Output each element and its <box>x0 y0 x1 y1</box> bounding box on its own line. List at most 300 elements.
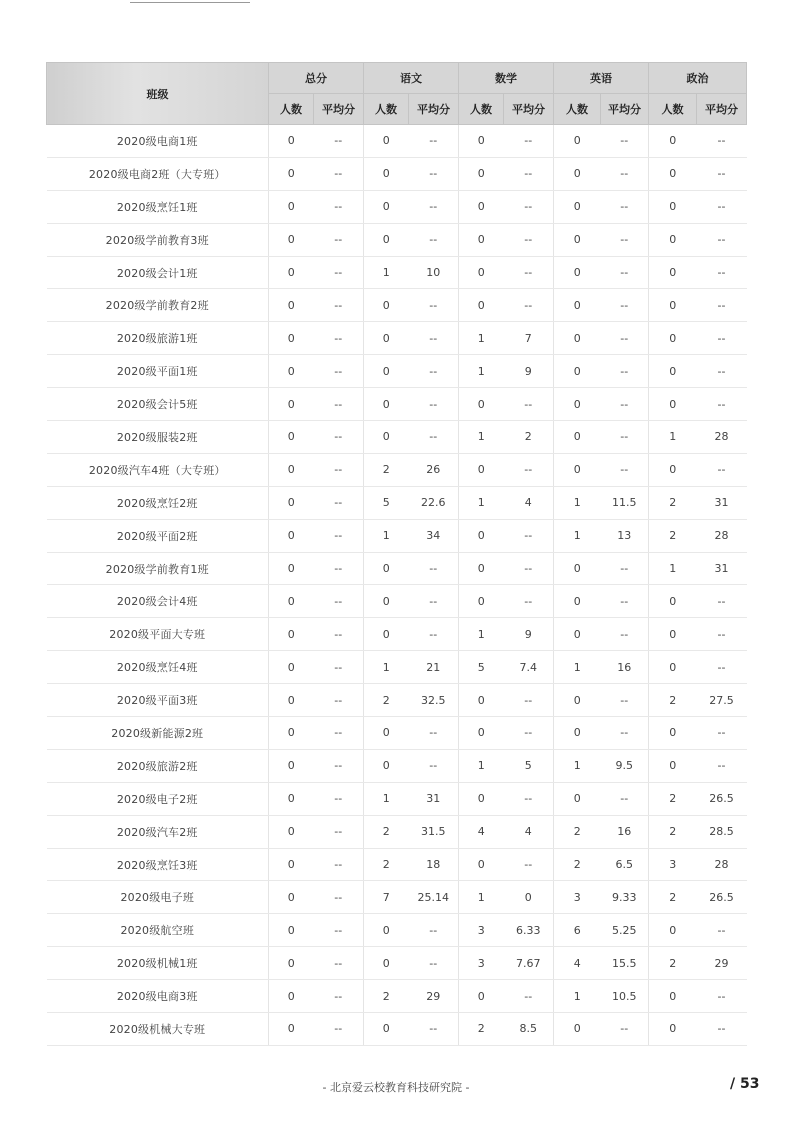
count-cell: 0 <box>364 223 409 256</box>
table-row <box>47 552 747 585</box>
average-cell: -- <box>409 1013 459 1046</box>
average-cell: 25.14 <box>409 881 459 914</box>
count-cell: 1 <box>459 421 504 454</box>
average-cell: 15.5 <box>601 947 649 980</box>
header-subject-math: 数学 <box>459 63 554 94</box>
average-cell: -- <box>697 322 747 355</box>
count-cell: 7 <box>364 881 409 914</box>
average-cell: 16 <box>601 815 649 848</box>
count-cell: 1 <box>554 749 601 782</box>
count-cell: 2 <box>649 881 697 914</box>
average-cell: -- <box>314 552 364 585</box>
count-cell: 0 <box>269 815 314 848</box>
average-cell: -- <box>409 125 459 158</box>
count-cell: 0 <box>269 388 314 421</box>
count-cell: 3 <box>554 881 601 914</box>
average-cell: -- <box>601 453 649 486</box>
count-cell: 0 <box>269 881 314 914</box>
count-cell: 0 <box>554 223 601 256</box>
table-row <box>47 125 747 158</box>
average-cell: -- <box>409 289 459 322</box>
table-row <box>47 749 747 782</box>
count-cell: 0 <box>269 848 314 881</box>
count-cell: 0 <box>554 421 601 454</box>
count-cell: 0 <box>459 684 504 717</box>
header-count: 人数 <box>459 94 504 125</box>
average-cell: 31.5 <box>409 815 459 848</box>
count-cell: 0 <box>269 125 314 158</box>
average-cell: -- <box>409 552 459 585</box>
average-cell: 5 <box>504 749 554 782</box>
class-name-cell: 2020级汽车4班（大专班） <box>47 453 269 486</box>
count-cell: 0 <box>269 453 314 486</box>
count-cell: 2 <box>364 453 409 486</box>
average-cell: -- <box>601 256 649 289</box>
count-cell: 0 <box>269 717 314 750</box>
class-name-cell: 2020级会计5班 <box>47 388 269 421</box>
average-cell: 18 <box>409 848 459 881</box>
count-cell: 0 <box>364 289 409 322</box>
header-subject-total: 总分 <box>269 63 364 94</box>
header-subject-politics: 政治 <box>649 63 747 94</box>
class-name-cell: 2020级学前教育2班 <box>47 289 269 322</box>
class-name-cell: 2020级电商1班 <box>47 125 269 158</box>
average-cell: -- <box>601 717 649 750</box>
average-cell: -- <box>601 322 649 355</box>
average-cell: 31 <box>697 552 747 585</box>
average-cell: -- <box>504 782 554 815</box>
count-cell: 0 <box>459 125 504 158</box>
average-cell: -- <box>409 355 459 388</box>
average-cell: -- <box>504 190 554 223</box>
count-cell: 2 <box>459 1013 504 1046</box>
count-cell: 2 <box>649 684 697 717</box>
table-row <box>47 651 747 684</box>
count-cell: 0 <box>554 552 601 585</box>
table-row <box>47 289 747 322</box>
count-cell: 5 <box>364 486 409 519</box>
table-row <box>47 914 747 947</box>
average-cell: 10 <box>409 256 459 289</box>
average-cell: -- <box>314 980 364 1013</box>
table-row <box>47 980 747 1013</box>
count-cell: 1 <box>554 486 601 519</box>
count-cell: 0 <box>554 125 601 158</box>
count-cell: 1 <box>554 519 601 552</box>
count-cell: 0 <box>269 651 314 684</box>
class-name-cell: 2020级服装2班 <box>47 421 269 454</box>
top-rule <box>130 2 250 3</box>
class-name-cell: 2020级电商2班（大专班） <box>47 157 269 190</box>
average-cell: -- <box>314 684 364 717</box>
count-cell: 0 <box>649 157 697 190</box>
count-cell: 0 <box>459 453 504 486</box>
class-name-cell: 2020级电子2班 <box>47 782 269 815</box>
average-cell: -- <box>314 651 364 684</box>
count-cell: 0 <box>269 782 314 815</box>
count-cell: 0 <box>364 421 409 454</box>
table-row <box>47 486 747 519</box>
count-cell: 2 <box>364 684 409 717</box>
count-cell: 2 <box>649 519 697 552</box>
average-cell: -- <box>504 684 554 717</box>
average-cell: 7.4 <box>504 651 554 684</box>
table-row <box>47 684 747 717</box>
count-cell: 0 <box>554 190 601 223</box>
count-cell: 0 <box>554 157 601 190</box>
table-row <box>47 519 747 552</box>
average-cell: -- <box>409 421 459 454</box>
count-cell: 0 <box>649 618 697 651</box>
table-row <box>47 256 747 289</box>
average-cell: 6.5 <box>601 848 649 881</box>
count-cell: 0 <box>364 157 409 190</box>
class-name-cell: 2020级平面大专班 <box>47 618 269 651</box>
average-cell: -- <box>314 717 364 750</box>
average-cell: -- <box>409 914 459 947</box>
table-row <box>47 223 747 256</box>
average-cell: -- <box>697 1013 747 1046</box>
average-cell: -- <box>314 256 364 289</box>
average-cell: 27.5 <box>697 684 747 717</box>
average-cell: -- <box>504 388 554 421</box>
average-cell: -- <box>314 749 364 782</box>
average-cell: -- <box>504 125 554 158</box>
average-cell: -- <box>601 1013 649 1046</box>
average-cell: -- <box>314 289 364 322</box>
count-cell: 0 <box>649 223 697 256</box>
count-cell: 0 <box>364 717 409 750</box>
average-cell: 26.5 <box>697 782 747 815</box>
count-cell: 1 <box>364 519 409 552</box>
table-row <box>47 157 747 190</box>
count-cell: 0 <box>554 585 601 618</box>
average-cell: 22.6 <box>409 486 459 519</box>
class-name-cell: 2020级烹饪2班 <box>47 486 269 519</box>
average-cell: 8.5 <box>504 1013 554 1046</box>
average-cell: -- <box>409 190 459 223</box>
average-cell: -- <box>409 388 459 421</box>
count-cell: 0 <box>364 914 409 947</box>
average-cell: -- <box>314 453 364 486</box>
average-cell: 31 <box>409 782 459 815</box>
table-row <box>47 190 747 223</box>
average-cell: -- <box>504 980 554 1013</box>
class-name-cell: 2020级会计4班 <box>47 585 269 618</box>
average-cell: -- <box>314 157 364 190</box>
count-cell: 0 <box>649 453 697 486</box>
count-cell: 0 <box>364 388 409 421</box>
count-cell: 3 <box>649 848 697 881</box>
count-cell: 1 <box>364 782 409 815</box>
average-cell: -- <box>409 157 459 190</box>
average-cell: -- <box>601 223 649 256</box>
average-cell: -- <box>314 519 364 552</box>
count-cell: 0 <box>649 190 697 223</box>
average-cell: -- <box>314 223 364 256</box>
count-cell: 2 <box>364 848 409 881</box>
average-cell: -- <box>601 289 649 322</box>
count-cell: 0 <box>269 256 314 289</box>
average-cell: -- <box>314 782 364 815</box>
average-cell: -- <box>697 651 747 684</box>
table-row <box>47 848 747 881</box>
count-cell: 0 <box>459 157 504 190</box>
count-cell: 0 <box>364 1013 409 1046</box>
class-name-cell: 2020级电子班 <box>47 881 269 914</box>
header-average: 平均分 <box>314 94 364 125</box>
count-cell: 0 <box>364 190 409 223</box>
average-cell: -- <box>314 881 364 914</box>
class-name-cell: 2020级旅游2班 <box>47 749 269 782</box>
header-average: 平均分 <box>697 94 747 125</box>
average-cell: -- <box>697 749 747 782</box>
average-cell: -- <box>697 157 747 190</box>
class-name-cell: 2020级汽车2班 <box>47 815 269 848</box>
average-cell: 7.67 <box>504 947 554 980</box>
count-cell: 4 <box>459 815 504 848</box>
average-cell: -- <box>697 125 747 158</box>
class-name-cell: 2020级新能源2班 <box>47 717 269 750</box>
table-row <box>47 618 747 651</box>
count-cell: 1 <box>459 322 504 355</box>
table-row <box>47 1013 747 1046</box>
class-name-cell: 2020级平面1班 <box>47 355 269 388</box>
count-cell: 1 <box>459 881 504 914</box>
class-name-cell: 2020级机械大专班 <box>47 1013 269 1046</box>
count-cell: 0 <box>269 190 314 223</box>
count-cell: 0 <box>649 125 697 158</box>
count-cell: 0 <box>649 980 697 1013</box>
count-cell: 0 <box>554 618 601 651</box>
count-cell: 0 <box>269 749 314 782</box>
count-cell: 2 <box>554 848 601 881</box>
table-row <box>47 388 747 421</box>
average-cell: 28.5 <box>697 815 747 848</box>
count-cell: 0 <box>554 453 601 486</box>
average-cell: 31 <box>697 486 747 519</box>
average-cell: 32.5 <box>409 684 459 717</box>
average-cell: 11.5 <box>601 486 649 519</box>
footer-text: - 北京爱云校教育科技研究院 - <box>322 1081 470 1094</box>
count-cell: 1 <box>649 421 697 454</box>
class-name-cell: 2020级烹饪4班 <box>47 651 269 684</box>
count-cell: 1 <box>364 256 409 289</box>
class-name-cell: 2020级学前教育3班 <box>47 223 269 256</box>
average-cell: -- <box>409 585 459 618</box>
average-cell: -- <box>601 552 649 585</box>
average-cell: -- <box>409 322 459 355</box>
table-row <box>47 815 747 848</box>
count-cell: 0 <box>554 322 601 355</box>
average-cell: -- <box>601 684 649 717</box>
average-cell: -- <box>601 388 649 421</box>
average-cell: 5.25 <box>601 914 649 947</box>
average-cell: 16 <box>601 651 649 684</box>
count-cell: 1 <box>554 980 601 1013</box>
average-cell: -- <box>409 223 459 256</box>
class-name-cell: 2020级平面2班 <box>47 519 269 552</box>
count-cell: 0 <box>459 256 504 289</box>
average-cell: 9.5 <box>601 749 649 782</box>
count-cell: 0 <box>269 585 314 618</box>
count-cell: 0 <box>459 782 504 815</box>
header-count: 人数 <box>554 94 601 125</box>
class-name-cell: 2020级平面3班 <box>47 684 269 717</box>
average-cell: -- <box>504 519 554 552</box>
count-cell: 0 <box>459 717 504 750</box>
average-cell: -- <box>409 717 459 750</box>
average-cell: -- <box>697 289 747 322</box>
count-cell: 0 <box>269 684 314 717</box>
average-cell: 7 <box>504 322 554 355</box>
average-cell: -- <box>314 190 364 223</box>
count-cell: 1 <box>649 552 697 585</box>
count-cell: 0 <box>459 848 504 881</box>
average-cell: 10.5 <box>601 980 649 1013</box>
average-cell: -- <box>697 914 747 947</box>
average-cell: -- <box>504 453 554 486</box>
average-cell: -- <box>504 585 554 618</box>
count-cell: 4 <box>554 947 601 980</box>
count-cell: 0 <box>364 355 409 388</box>
average-cell: 9 <box>504 355 554 388</box>
count-cell: 0 <box>269 421 314 454</box>
count-cell: 0 <box>269 355 314 388</box>
average-cell: -- <box>314 618 364 651</box>
average-cell: -- <box>601 190 649 223</box>
header-average: 平均分 <box>601 94 649 125</box>
average-cell: -- <box>314 585 364 618</box>
average-cell: 9.33 <box>601 881 649 914</box>
average-cell: 28 <box>697 421 747 454</box>
count-cell: 0 <box>269 980 314 1013</box>
average-cell: 34 <box>409 519 459 552</box>
count-cell: 0 <box>554 355 601 388</box>
count-cell: 5 <box>459 651 504 684</box>
average-cell: -- <box>697 618 747 651</box>
class-name-cell: 2020级烹饪3班 <box>47 848 269 881</box>
count-cell: 0 <box>459 980 504 1013</box>
count-cell: 0 <box>459 552 504 585</box>
count-cell: 3 <box>459 947 504 980</box>
count-cell: 0 <box>364 618 409 651</box>
count-cell: 0 <box>269 322 314 355</box>
count-cell: 0 <box>269 223 314 256</box>
average-cell: 29 <box>409 980 459 1013</box>
count-cell: 0 <box>649 717 697 750</box>
count-cell: 1 <box>459 618 504 651</box>
table-row <box>47 322 747 355</box>
count-cell: 0 <box>269 157 314 190</box>
count-cell: 1 <box>459 486 504 519</box>
average-cell: 29 <box>697 947 747 980</box>
table-row <box>47 421 747 454</box>
class-name-cell: 2020级电商3班 <box>47 980 269 1013</box>
average-cell: 26.5 <box>697 881 747 914</box>
count-cell: 0 <box>269 486 314 519</box>
average-cell: -- <box>601 355 649 388</box>
average-cell: -- <box>504 289 554 322</box>
count-cell: 0 <box>459 289 504 322</box>
class-name-cell: 2020级旅游1班 <box>47 322 269 355</box>
table-row <box>47 881 747 914</box>
count-cell: 0 <box>554 782 601 815</box>
count-cell: 0 <box>649 322 697 355</box>
count-cell: 6 <box>554 914 601 947</box>
average-cell: -- <box>697 980 747 1013</box>
average-cell: 4 <box>504 486 554 519</box>
count-cell: 0 <box>459 190 504 223</box>
average-cell: -- <box>409 618 459 651</box>
count-cell: 2 <box>364 980 409 1013</box>
average-cell: -- <box>314 322 364 355</box>
class-name-cell: 2020级会计1班 <box>47 256 269 289</box>
average-cell: -- <box>697 190 747 223</box>
count-cell: 0 <box>649 749 697 782</box>
average-cell: 21 <box>409 651 459 684</box>
average-cell: -- <box>697 585 747 618</box>
class-name-cell: 2020级机械1班 <box>47 947 269 980</box>
count-cell: 2 <box>554 815 601 848</box>
class-name-cell: 2020级烹饪1班 <box>47 190 269 223</box>
average-cell: -- <box>314 421 364 454</box>
count-cell: 0 <box>364 552 409 585</box>
count-cell: 2 <box>364 815 409 848</box>
count-cell: 0 <box>649 914 697 947</box>
average-cell: -- <box>697 223 747 256</box>
count-cell: 0 <box>364 947 409 980</box>
average-cell: -- <box>314 388 364 421</box>
average-cell: 6.33 <box>504 914 554 947</box>
count-cell: 0 <box>649 256 697 289</box>
average-cell: -- <box>697 355 747 388</box>
count-cell: 0 <box>269 1013 314 1046</box>
count-cell: 0 <box>649 651 697 684</box>
average-cell: -- <box>504 717 554 750</box>
count-cell: 0 <box>364 125 409 158</box>
average-cell: -- <box>697 388 747 421</box>
count-cell: 0 <box>554 256 601 289</box>
average-cell: -- <box>697 256 747 289</box>
count-cell: 2 <box>649 947 697 980</box>
average-cell: 0 <box>504 881 554 914</box>
average-cell: 28 <box>697 519 747 552</box>
header-subject-english: 英语 <box>554 63 649 94</box>
class-name-cell: 2020级学前教育1班 <box>47 552 269 585</box>
table-body <box>47 125 747 1046</box>
count-cell: 0 <box>459 519 504 552</box>
average-cell: -- <box>314 815 364 848</box>
count-cell: 0 <box>269 947 314 980</box>
table-row <box>47 947 747 980</box>
count-cell: 0 <box>269 618 314 651</box>
header-count: 人数 <box>364 94 409 125</box>
average-cell: -- <box>601 421 649 454</box>
table-row <box>47 453 747 486</box>
table-row <box>47 717 747 750</box>
count-cell: 2 <box>649 782 697 815</box>
average-cell: -- <box>314 914 364 947</box>
count-cell: 0 <box>554 717 601 750</box>
count-cell: 0 <box>649 585 697 618</box>
average-cell: 13 <box>601 519 649 552</box>
count-cell: 0 <box>649 289 697 322</box>
count-cell: 0 <box>364 749 409 782</box>
average-cell: -- <box>314 486 364 519</box>
count-cell: 0 <box>554 684 601 717</box>
header-subject-chinese: 语文 <box>364 63 459 94</box>
